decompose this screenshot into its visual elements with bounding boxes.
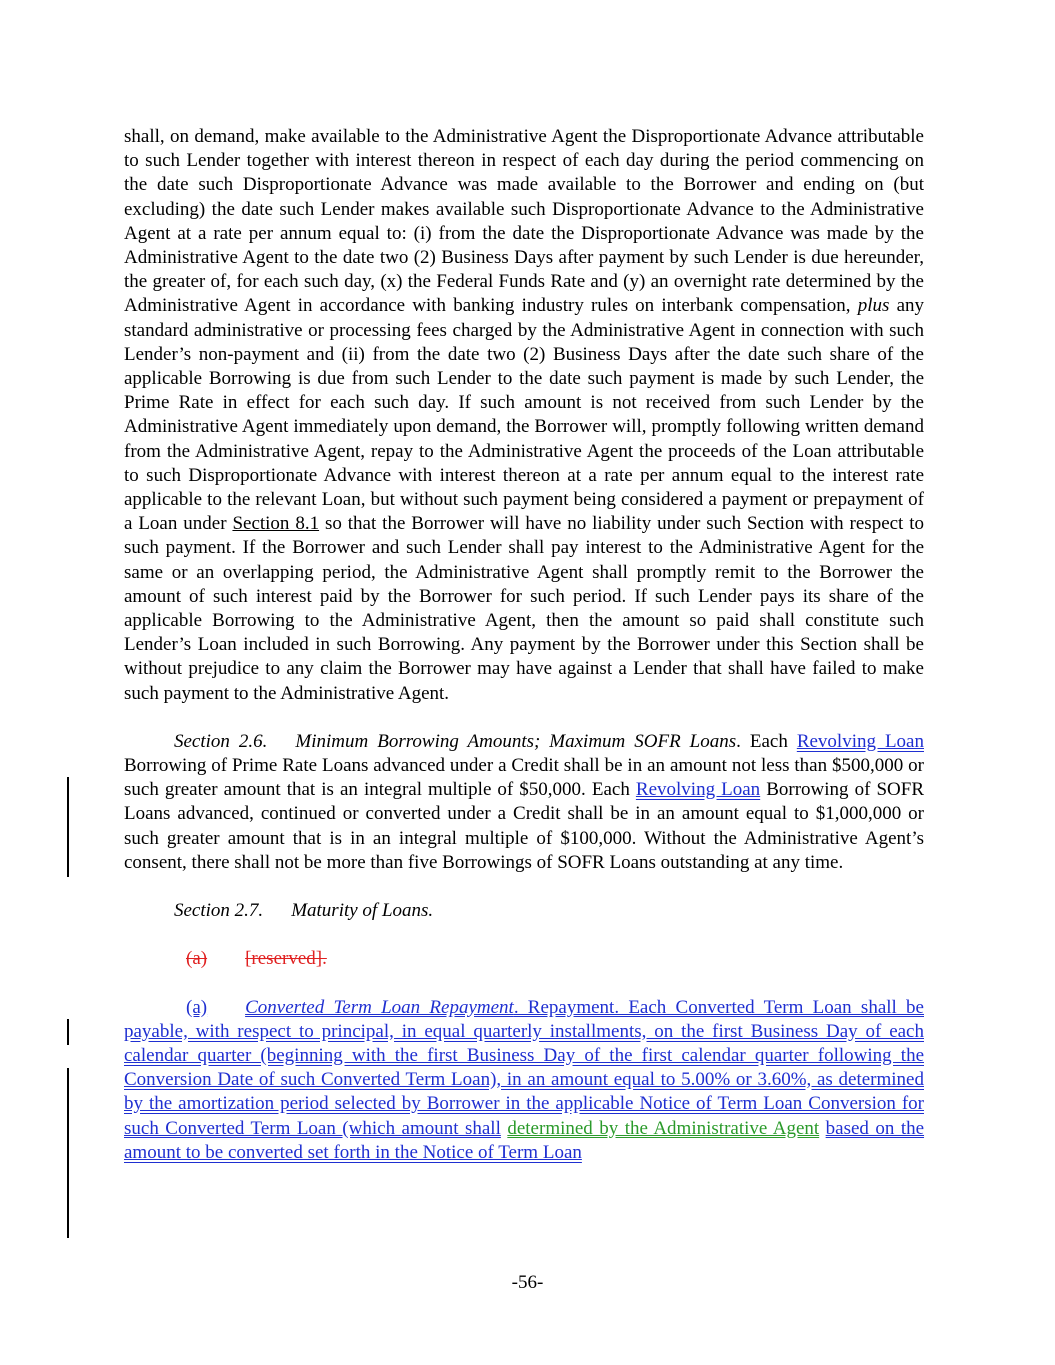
section-number: Section 2.6.	[174, 730, 268, 752]
section-number: Section 2.7.	[174, 900, 264, 922]
paragraph-disproportionate-advance: shall, on demand, make available to the Administrative Agent the Disproportionate Advance attributable to such Lender together with interest thereon in respect of each day during the period commencing on the date such Disproportionate Advance was made available to the Borrower and ending on (but excluding) the date such Lender makes available such Disproportionate Advance to the Administrative Agent at a rate per annum equal to: (i) from the date the Disproportionate Advance was made by the Administrative Agent to the date two (2) Business Days after payment by such Lender is due hereunder, the greater of, for each such day, (x) the Federal Funds Rate and (y) an overnight rate determined by the Administrative Agent in accordance with banking industry rules on interbank compensation, plus any standard administrative or processing fees charged by the Administrative Agent in connection with such Lender’s non-payment and (ii) from the date two (2) Business Days after the date such share of the applicable Borrowing is due from such Lender to the date such payment is made by such Lender, the Prime Rate in effect for each such day. If such amount is not received from such Lender by the Administrative Agent immediately upon demand, the Borrower will, promptly following written demand from the Administrative Agent, repay to the Administrative Agent the proceeds of the Loan attributable to such Disproportionate Advance with interest thereon at a rate per annum equal to the interest rate applicable to the relevant Loan, but without such payment being considered a payment or prepayment of a Loan under Section 8.1 so that the Borrower will have no liability under such Section with respect to such payment. If the Borrower and such Lender shall pay interest to the Administrative Agent for the same or an overlapping period, the Administrative Agent shall promptly remit to the Borrower the amount of such interest paid by the Borrower for such period. If such Lender pays its share of the applicable Borrowing to the Administrative Agent, then the amount so paid shall constitute such Lender’s Loan included in such Borrowing. Any payment by the Borrower under this Section shall be without prejudice to any claim the Borrower may have against a Lender that shall have failed to make such payment to the Administrative Agent.	[124, 126, 925, 704]
item-label: (a)	[186, 996, 208, 1018]
section-heading: Maturity of Loans.	[291, 900, 434, 922]
item-a-paragraph	[124, 996, 924, 1165]
section-heading: Minimum Borrowing Amounts; Maximum SOFR Loans	[295, 730, 737, 752]
change-bar	[67, 1019, 69, 1045]
deleted-item	[124, 947, 924, 971]
document-page	[124, 125, 924, 1165]
moved-text: determined by the Administrative Agent	[507, 1117, 820, 1139]
section-reference-link[interactable]: Section 8.1	[232, 513, 320, 535]
section-2-6-paragraph: Section 2.6. Minimum Borrowing Amounts; Maximum SOFR Loans. Each Revolving Loan Borrowing of Prime Rate Loans advanced under a Credit shall be in an amount not less than $500,000 or such greater amount that is an integral multiple of $50,000. Each Revolving Loan Borrowing of SOFR Loans advanced, continued or converted under a Credit shall be in an amount equal to $1,000,000 or such greater amount that is in an integral multiple of $100,000. Without the Administrative Agent’s consent, there shall not be more than five Borrowings of SOFR Loans outstanding at any time.	[124, 730, 925, 873]
change-bar	[67, 777, 69, 877]
emphasis-plus: plus	[857, 295, 890, 317]
page-number: -56-	[511, 1272, 544, 1293]
inserted-text: Revolving Loan	[635, 779, 761, 801]
inserted-text: Revolving Loan	[796, 730, 924, 752]
inserted-text: based on the amount to be converted set forth in the Notice of Term Loan	[124, 1117, 925, 1163]
deleted-text: [reserved].	[245, 948, 327, 970]
item-title: Converted Term Loan Repayment	[245, 996, 514, 1018]
deleted-label: (a)	[186, 948, 208, 970]
inserted-text: . Repayment. Each Converted Term Loan shall be payable, with respect to principal, in equal quarterly installments, on the first Business Day of each calendar quarter (beginning with the first Business Day of the first calendar quarter following the Conversion Date of such Converted Term Loan), in an amount equal to 5.00% or 3.60%, as determined by the amortization period selected by Borrower in the applicable Notice of Term Loan Conversion for such Converted Term Loan (which amount shall	[124, 996, 924, 1139]
change-bar	[67, 1068, 69, 1238]
section-2-7-heading	[124, 899, 924, 923]
